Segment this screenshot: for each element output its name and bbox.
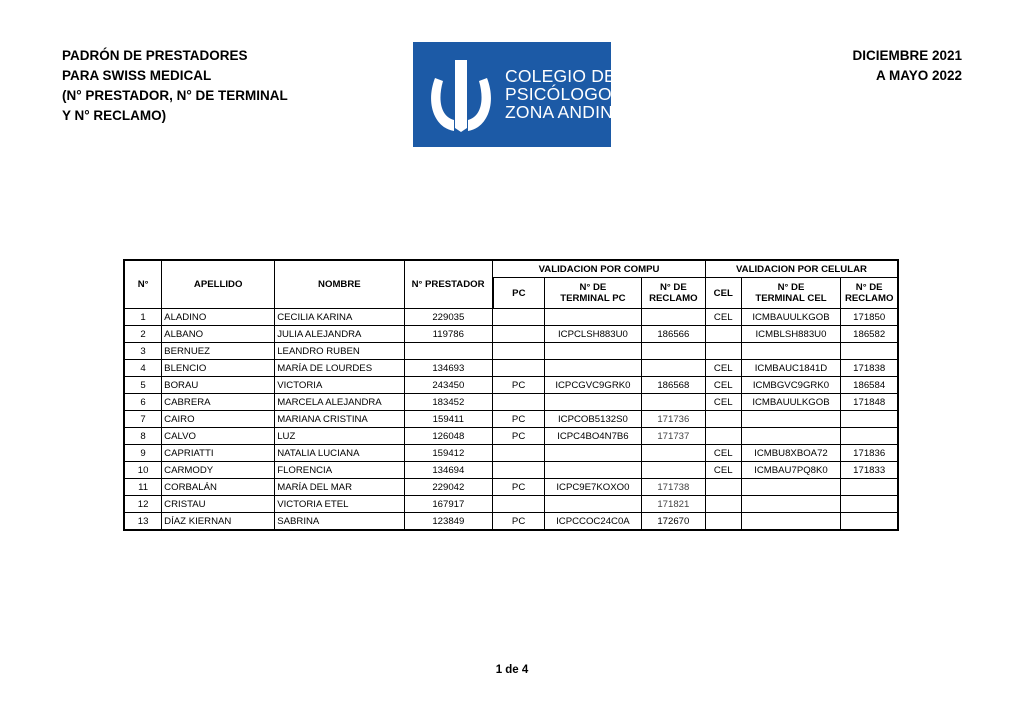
cell-pc [493, 394, 545, 411]
cell-prestador: 243450 [404, 377, 493, 394]
cell-reclamo-pc [641, 462, 705, 479]
cell-prestador: 159411 [404, 411, 493, 428]
cell-cel: CEL [705, 462, 741, 479]
cell-num: 11 [124, 479, 162, 496]
cell-reclamo-cel: 186584 [841, 377, 898, 394]
cell-terminal-cel [741, 411, 841, 428]
title-line: (N° PRESTADOR, N° DE TERMINAL [62, 88, 288, 103]
cell-terminal-cel: ICMBGVC9GRK0 [741, 377, 841, 394]
cell-terminal-cel [741, 513, 841, 531]
cell-reclamo-cel [841, 513, 898, 531]
cell-cel [705, 513, 741, 531]
cell-reclamo-cel: 171836 [841, 445, 898, 462]
table-row [124, 326, 898, 343]
cell-nombre: VICTORIA ETEL [275, 496, 404, 513]
logo-line: PSICÓLOGOS [505, 84, 624, 104]
document-period [852, 46, 962, 86]
cell-terminal-pc: ICPCGVC9GRK0 [545, 377, 642, 394]
title-line: PADRÓN DE PRESTADORES [62, 48, 248, 63]
cell-nombre: MARCELA ALEJANDRA [275, 394, 404, 411]
cell-reclamo-pc [641, 445, 705, 462]
cell-nombre: NATALIA LUCIANA [275, 445, 404, 462]
logo-line: ZONA ANDINA [505, 102, 625, 122]
table-row [124, 377, 898, 394]
cell-pc [493, 343, 545, 360]
cell-nombre: SABRINA [275, 513, 404, 531]
cell-num: 5 [124, 377, 162, 394]
cell-terminal-cel [741, 479, 841, 496]
table-row [124, 513, 898, 531]
col-header-reclamo-pc: N° DE RECLAMO [641, 278, 705, 309]
cell-nombre: MARÍA DE LOURDES [275, 360, 404, 377]
cell-apellido: ALADINO [162, 309, 275, 326]
cell-reclamo-pc: 186568 [641, 377, 705, 394]
cell-nombre: JULIA ALEJANDRA [275, 326, 404, 343]
cell-prestador: 159412 [404, 445, 493, 462]
cell-nombre: CECILIA KARINA [275, 309, 404, 326]
col-header-apellido: APELLIDO [162, 260, 275, 309]
cell-terminal-pc: ICPCLSH883U0 [545, 326, 642, 343]
cell-prestador [404, 343, 493, 360]
cell-reclamo-cel: 171848 [841, 394, 898, 411]
table-row [124, 479, 898, 496]
cell-num: 4 [124, 360, 162, 377]
cell-apellido: BERNUEZ [162, 343, 275, 360]
cell-terminal-cel [741, 496, 841, 513]
cell-terminal-cel: ICMBAUULKGOB [741, 394, 841, 411]
cell-reclamo-pc: 172670 [641, 513, 705, 531]
cell-reclamo-cel: 171833 [841, 462, 898, 479]
cell-num: 7 [124, 411, 162, 428]
cell-prestador: 126048 [404, 428, 493, 445]
cell-nombre: MARIANA CRISTINA [275, 411, 404, 428]
cell-pc: PC [493, 513, 545, 531]
cell-reclamo-cel [841, 496, 898, 513]
col-header-terminal-cel: N° DE TERMINAL CEL [741, 278, 841, 309]
cell-reclamo-cel [841, 411, 898, 428]
col-header-cel: CEL [705, 278, 741, 309]
period-line: DICIEMBRE 2021 [852, 48, 962, 63]
cell-reclamo-pc: 171821 [641, 496, 705, 513]
table-row [124, 428, 898, 445]
cell-cel [705, 326, 741, 343]
cell-terminal-cel [741, 343, 841, 360]
colegio-logo [413, 42, 625, 147]
cell-reclamo-pc [641, 394, 705, 411]
cell-reclamo-cel: 171838 [841, 360, 898, 377]
logo-wordmark [505, 67, 625, 121]
cell-cel [705, 496, 741, 513]
cell-num: 9 [124, 445, 162, 462]
cell-reclamo-cel [841, 479, 898, 496]
cell-nombre: MARÍA DEL MAR [275, 479, 404, 496]
cell-nombre: FLORENCIA [275, 462, 404, 479]
cell-num: 3 [124, 343, 162, 360]
cell-reclamo-cel [841, 343, 898, 360]
cell-prestador: 229035 [404, 309, 493, 326]
cell-apellido: CAIRO [162, 411, 275, 428]
cell-reclamo-pc [641, 360, 705, 377]
cell-pc [493, 360, 545, 377]
document-title [62, 46, 288, 126]
title-line: PARA SWISS MEDICAL [62, 68, 212, 83]
group-header-pc: VALIDACION POR COMPU [493, 260, 706, 278]
table-row [124, 445, 898, 462]
cell-prestador: 134693 [404, 360, 493, 377]
logo-line: COLEGIO DE [505, 66, 616, 86]
cell-pc: PC [493, 428, 545, 445]
cell-num: 12 [124, 496, 162, 513]
cell-pc: PC [493, 479, 545, 496]
cell-terminal-pc [545, 462, 642, 479]
cell-pc [493, 309, 545, 326]
cell-terminal-pc: ICPC9E7KOXO0 [545, 479, 642, 496]
cell-apellido: DÍAZ KIERNAN [162, 513, 275, 531]
cell-pc [493, 496, 545, 513]
cell-pc [493, 326, 545, 343]
cell-reclamo-pc [641, 309, 705, 326]
col-header-prestador: N° PRESTADOR [404, 260, 493, 309]
cell-prestador: 119786 [404, 326, 493, 343]
cell-reclamo-pc [641, 343, 705, 360]
cell-apellido: CRISTAU [162, 496, 275, 513]
cell-apellido: CARMODY [162, 462, 275, 479]
cell-terminal-pc [545, 394, 642, 411]
cell-terminal-cel [741, 428, 841, 445]
cell-terminal-cel: ICMBAUC1841D [741, 360, 841, 377]
cell-nombre: VICTORIA [275, 377, 404, 394]
cell-pc: PC [493, 411, 545, 428]
cell-terminal-pc: ICPC4BO4N7B6 [545, 428, 642, 445]
table-row [124, 462, 898, 479]
table-row [124, 343, 898, 360]
cell-apellido: ALBANO [162, 326, 275, 343]
cell-num: 6 [124, 394, 162, 411]
cell-reclamo-cel: 171850 [841, 309, 898, 326]
cell-terminal-pc: ICPCCOC24C0A [545, 513, 642, 531]
cell-cel: CEL [705, 309, 741, 326]
cell-apellido: CAPRIATTI [162, 445, 275, 462]
cell-cel [705, 343, 741, 360]
cell-cel: CEL [705, 377, 741, 394]
cell-prestador: 229042 [404, 479, 493, 496]
cell-terminal-pc [545, 343, 642, 360]
cell-terminal-pc [545, 309, 642, 326]
cell-apellido: CORBALÁN [162, 479, 275, 496]
cell-cel [705, 428, 741, 445]
cell-terminal-pc [545, 496, 642, 513]
cell-reclamo-cel: 186582 [841, 326, 898, 343]
cell-cel: CEL [705, 360, 741, 377]
cell-reclamo-pc: 171738 [641, 479, 705, 496]
cell-num: 1 [124, 309, 162, 326]
table-row [124, 411, 898, 428]
cell-prestador: 123849 [404, 513, 493, 531]
table-row [124, 309, 898, 326]
cell-num: 2 [124, 326, 162, 343]
cell-num: 10 [124, 462, 162, 479]
cell-apellido: CALVO [162, 428, 275, 445]
cell-cel: CEL [705, 394, 741, 411]
cell-terminal-cel: ICMBAUULKGOB [741, 309, 841, 326]
cell-apellido: BLENCIO [162, 360, 275, 377]
cell-num: 8 [124, 428, 162, 445]
col-header-pc: PC [493, 278, 545, 309]
col-header-nombre: NOMBRE [275, 260, 404, 309]
cell-cel: CEL [705, 445, 741, 462]
cell-prestador: 167917 [404, 496, 493, 513]
page-number: 1 de 4 [495, 664, 529, 676]
cell-nombre: LUZ [275, 428, 404, 445]
cell-reclamo-pc: 186566 [641, 326, 705, 343]
period-line: A MAYO 2022 [875, 68, 962, 83]
cell-reclamo-cel [841, 428, 898, 445]
cell-terminal-pc [545, 445, 642, 462]
col-header-reclamo-cel: N° DE RECLAMO [841, 278, 898, 309]
cell-cel [705, 411, 741, 428]
cell-terminal-cel: ICMBLSH883U0 [741, 326, 841, 343]
cell-cel [705, 479, 741, 496]
col-header-terminal-pc: N° DE TERMINAL PC [545, 278, 642, 309]
group-header-cel: VALIDACION POR CELULAR [705, 260, 898, 278]
cell-pc: PC [493, 377, 545, 394]
cell-terminal-pc: ICPCOB5132S0 [545, 411, 642, 428]
cell-terminal-cel: ICMBAU7PQ8K0 [741, 462, 841, 479]
psi-icon [421, 54, 501, 134]
cell-pc [493, 462, 545, 479]
cell-nombre: LEANDRO RUBEN [275, 343, 404, 360]
providers-table [123, 259, 899, 531]
col-header-num: N° [124, 260, 162, 309]
title-line: Y N° RECLAMO) [62, 108, 167, 123]
cell-reclamo-pc: 171737 [641, 428, 705, 445]
cell-pc [493, 445, 545, 462]
cell-apellido: CABRERA [162, 394, 275, 411]
cell-apellido: BORAU [162, 377, 275, 394]
cell-terminal-cel: ICMBU8XBOA72 [741, 445, 841, 462]
table-row [124, 496, 898, 513]
cell-num: 13 [124, 513, 162, 531]
cell-prestador: 183452 [404, 394, 493, 411]
cell-terminal-pc [545, 360, 642, 377]
table-row [124, 360, 898, 377]
table-row [124, 394, 898, 411]
cell-prestador: 134694 [404, 462, 493, 479]
cell-reclamo-pc: 171736 [641, 411, 705, 428]
